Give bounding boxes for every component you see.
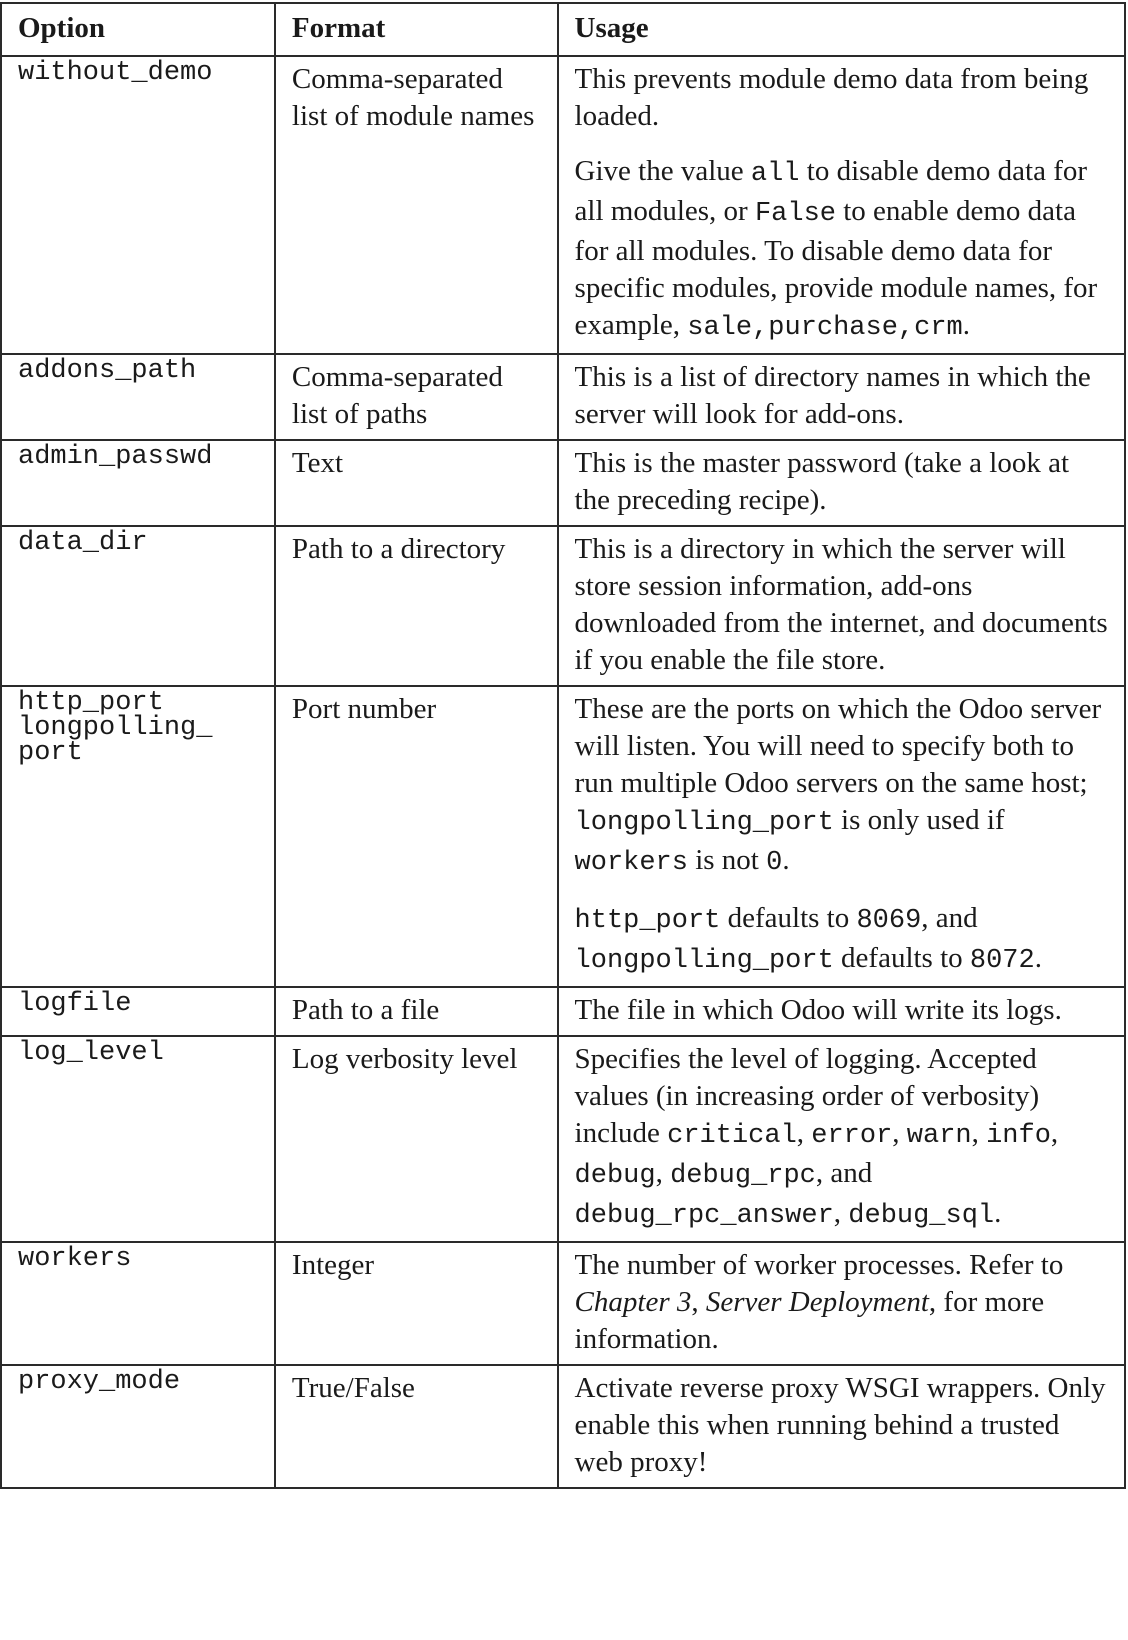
option-name: port [18, 738, 83, 768]
inline-code: error [811, 1121, 893, 1151]
usage-text: This prevents module demo data from being loaded. [574, 63, 1089, 132]
option-cell [1, 526, 275, 686]
usage-text: . [1034, 942, 1042, 974]
usage-text: This is a directory in which the server will store session information, add-ons downloaded from the internet, and documents if you enable the file store. [574, 533, 1108, 676]
inline-code: False [754, 199, 836, 229]
usage-paragraph [575, 61, 1110, 135]
header-option: Option [1, 3, 275, 56]
usage-text: . [782, 844, 790, 876]
option-cell [1, 354, 275, 440]
header-format: Format [275, 3, 558, 56]
usage-cell [558, 1365, 1125, 1488]
inline-code: 0 [766, 848, 783, 878]
option-name: addons_path [18, 356, 197, 386]
format-cell: Text [275, 440, 558, 526]
table-row [1, 987, 1125, 1036]
usage-cell [558, 1036, 1125, 1242]
option-name: without_demo [18, 58, 213, 88]
option-cell [1, 987, 275, 1036]
option-cell [1, 686, 275, 987]
usage-text: is only used if [833, 804, 1005, 836]
usage-text: Give the value [574, 155, 751, 187]
inline-code: critical [667, 1121, 797, 1151]
usage-paragraph [575, 900, 1110, 980]
format-cell: Path to a directory [275, 526, 558, 686]
option-cell [1, 1365, 275, 1488]
table-row [1, 354, 1125, 440]
inline-code: warn [906, 1121, 972, 1151]
table-row [1, 440, 1125, 526]
option-name: data_dir [18, 528, 148, 558]
usage-text: Specifies the level of logging. Accepted values (in increasing order of verbosity) include [574, 1043, 1040, 1149]
usage-text: This is a list of directory names in which the server will look for add-ons. [574, 361, 1091, 430]
usage-text: This is the master password (take a look at the preceding recipe). [574, 447, 1070, 516]
usage-text: . [962, 309, 970, 341]
inline-code: info [986, 1121, 1051, 1151]
option-name: longpolling_ [18, 713, 213, 743]
usage-text: , [796, 1117, 812, 1149]
usage-text: These are the ports on which the Odoo server will listen. You will need to specify both to run multiple Odoo servers on the same host; [574, 693, 1102, 799]
options-table [0, 2, 1126, 1489]
usage-paragraph [575, 445, 1110, 519]
usage-paragraph [575, 691, 1110, 882]
usage-cell [558, 686, 1125, 987]
option-name: admin_passwd [18, 442, 213, 472]
usage-cell [558, 56, 1125, 354]
italic-reference: Server Deployment [705, 1286, 929, 1318]
usage-text: The number of worker processes. Refer to [574, 1249, 1064, 1281]
inline-code: longpolling_port [574, 946, 834, 976]
format-cell: Comma-separated list of module names [275, 56, 558, 354]
inline-code: debug_rpc_answer [574, 1201, 834, 1231]
usage-text: , and [815, 1157, 873, 1189]
inline-code: 8069 [856, 906, 922, 936]
usage-paragraph [575, 531, 1110, 679]
format-cell: Port number [275, 686, 558, 987]
option-name: log_level [18, 1038, 164, 1068]
format-cell: Path to a file [275, 987, 558, 1036]
usage-cell [558, 440, 1125, 526]
inline-code: workers [574, 848, 688, 878]
table-body [1, 56, 1125, 1488]
inline-code: http_port [574, 906, 721, 936]
usage-cell [558, 1242, 1125, 1365]
option-name: logfile [18, 989, 132, 1019]
inline-code: all [750, 159, 800, 189]
usage-text: , [971, 1117, 987, 1149]
usage-paragraph [575, 992, 1110, 1029]
table-row [1, 1036, 1125, 1242]
table-row [1, 686, 1125, 987]
usage-text: . [994, 1197, 1002, 1229]
inline-code: sale,purchase,crm [687, 313, 963, 343]
option-name: http_port [18, 688, 164, 718]
usage-text: defaults to [833, 942, 970, 974]
usage-text: , and [921, 902, 978, 934]
inline-code: 8072 [969, 946, 1035, 976]
option-name: proxy_mode [18, 1367, 181, 1397]
usage-paragraph [575, 1041, 1110, 1235]
usage-paragraph [575, 153, 1110, 347]
table-row [1, 56, 1125, 354]
option-name: workers [18, 1244, 132, 1274]
usage-cell [558, 526, 1125, 686]
usage-text: , [833, 1197, 849, 1229]
header-row [1, 3, 1125, 56]
usage-text: to enable demo data for all modules. To disable demo data for specific modules, provide module names, for example, [574, 195, 1098, 341]
usage-cell [558, 354, 1125, 440]
table-row [1, 1365, 1125, 1488]
inline-code: longpolling_port [574, 808, 834, 838]
table-row [1, 1242, 1125, 1365]
italic-reference: Chapter 3 [574, 1286, 692, 1318]
usage-text: , for more information. [574, 1286, 1045, 1355]
option-cell [1, 56, 275, 354]
format-cell: Integer [275, 1242, 558, 1365]
usage-text: , [655, 1157, 671, 1189]
usage-paragraph [575, 1370, 1110, 1481]
usage-text: to disable demo data for all modules, or [574, 155, 1088, 227]
inline-code: debug_sql [848, 1201, 995, 1231]
usage-text: Activate reverse proxy WSGI wrappers. Only enable this when running behind a trusted web proxy! [574, 1372, 1106, 1478]
format-cell: Log verbosity level [275, 1036, 558, 1242]
usage-paragraph [575, 1247, 1110, 1358]
usage-cell [558, 987, 1125, 1036]
usage-paragraph [575, 359, 1110, 433]
usage-text: , [1050, 1117, 1059, 1149]
option-cell [1, 440, 275, 526]
inline-code: debug_rpc [670, 1161, 816, 1191]
usage-text: defaults to [720, 902, 857, 934]
table-row [1, 526, 1125, 686]
usage-text: The file in which Odoo will write its logs. [574, 994, 1062, 1026]
option-cell [1, 1242, 275, 1365]
inline-code: debug [574, 1161, 656, 1191]
format-cell: True/False [275, 1365, 558, 1488]
header-usage: Usage [558, 3, 1125, 56]
usage-text: , [892, 1117, 907, 1149]
option-cell [1, 1036, 275, 1242]
usage-text: is not [687, 844, 767, 876]
format-cell: Comma-separated list of paths [275, 354, 558, 440]
usage-text: , [691, 1286, 706, 1318]
